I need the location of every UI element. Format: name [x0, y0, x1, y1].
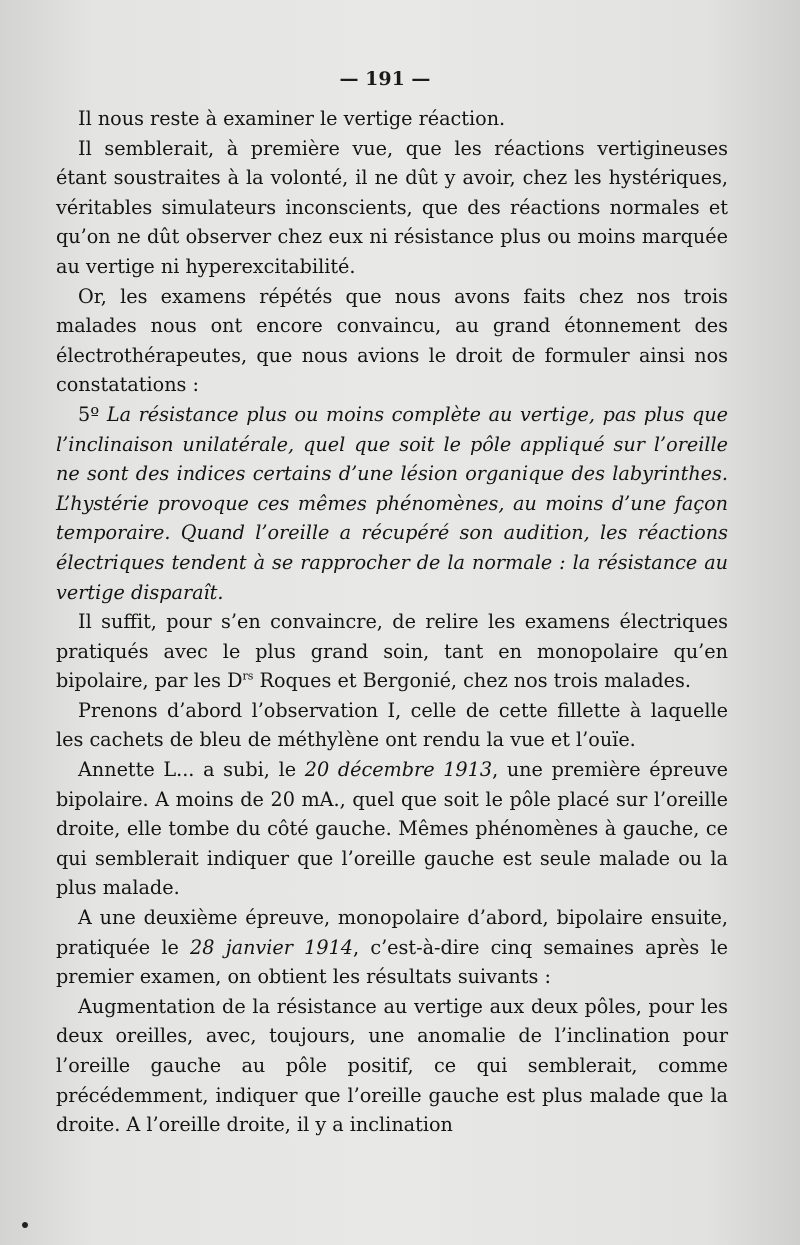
second-test-date: 28 janvier 1914	[190, 935, 353, 959]
paragraph-examens	[56, 607, 728, 696]
paragraph-augmentation: Augmentation de la résistance au vertige aux deux pôles, pour les deux oreilles, avec, toujours, une anomalie de l’inclination pour l’oreille gauche au pôle positif, ce qui semblerait, comme précédemment, indiquer que l’oreille gauche est plus malade que la droite. A l’oreille droite, il y a inclination	[56, 994, 728, 1137]
paragraph-intro: Il nous reste à examiner le vertige réaction.	[78, 107, 506, 130]
annette-text-a: Annette L... a subi, le	[78, 758, 305, 782]
body-text	[56, 104, 728, 1140]
paragraph-observation-i: Prenons d’abord l’observation I, celle de cette fillette à laquelle les cachets de bleu de méthylène ont rendu la vue et l’ouïe.	[56, 698, 728, 752]
paragraph-second-test	[56, 903, 728, 992]
annette-date: 20 décembre 1913	[304, 758, 493, 782]
paragraph-conclusion-5	[56, 400, 728, 607]
second-test-text-a: A une deuxième épreuve, monopolaire d’abord, bipolaire ensuite, pratiquée le	[56, 906, 728, 959]
examens-text-b: Roques et Bergonié, chez nos trois malades.	[253, 669, 691, 693]
page-number: — 191 —	[339, 68, 431, 90]
conclusion-number: 5º	[78, 402, 107, 426]
paragraph-annette	[56, 755, 728, 903]
doctors-superscript: rs	[242, 669, 254, 683]
annette-text-b: , une première épreuve bipolaire. A moins de 20 mA., quel que soit le pôle placé sur l’oreille droite, elle tombe du côté gauche. Mêmes phénomènes à gauche, ce qui semblerait indiquer que l’oreille gauche est seule malade ou la plus malade.	[56, 758, 728, 900]
second-test-text-b: , c’est-à-dire cinq semaines après le premier examen, on obtient les résultats suivants :	[56, 935, 728, 989]
examens-text-a: Il suffit, pour s’en convaincre, de relire les examens électriques pratiqués avec le plus grand soin, tant en monopolaire qu’en bipolaire, par les D	[56, 610, 728, 693]
ink-speck	[22, 1222, 28, 1228]
paragraph-observations: Or, les examens répétés que nous avons faits chez nos trois malades nous ont encore convaincu, au grand étonnement des électrothérapeutes, que nous avions le droit de formuler ainsi nos constatations :	[56, 284, 728, 397]
conclusion-text: La résistance plus ou moins complète au vertige, pas plus que l’inclinaison unilatérale, quel que soit le pôle appliqué sur l’oreille ne sont des indices certains d’une lésion organique des labyrinthes. L’hystérie provoque ces mêmes phénomènes, au moins d’une façon temporaire. Quand l’oreille a récupéré son audition, les réactions électriques tendent à se rapprocher de la normale : la résistance au vertige disparaît.	[56, 402, 728, 604]
paragraph-hypothesis: Il semblerait, à première vue, que les réactions vertigineuses étant soustraites à la volonté, il ne dût y avoir, chez les hystériques, véritables simulateurs inconscients, que des réactions normales et qu’on ne dût observer chez eux ni résistance plus ou moins marquée au vertige ni hyperexcitabilité.	[56, 136, 728, 278]
